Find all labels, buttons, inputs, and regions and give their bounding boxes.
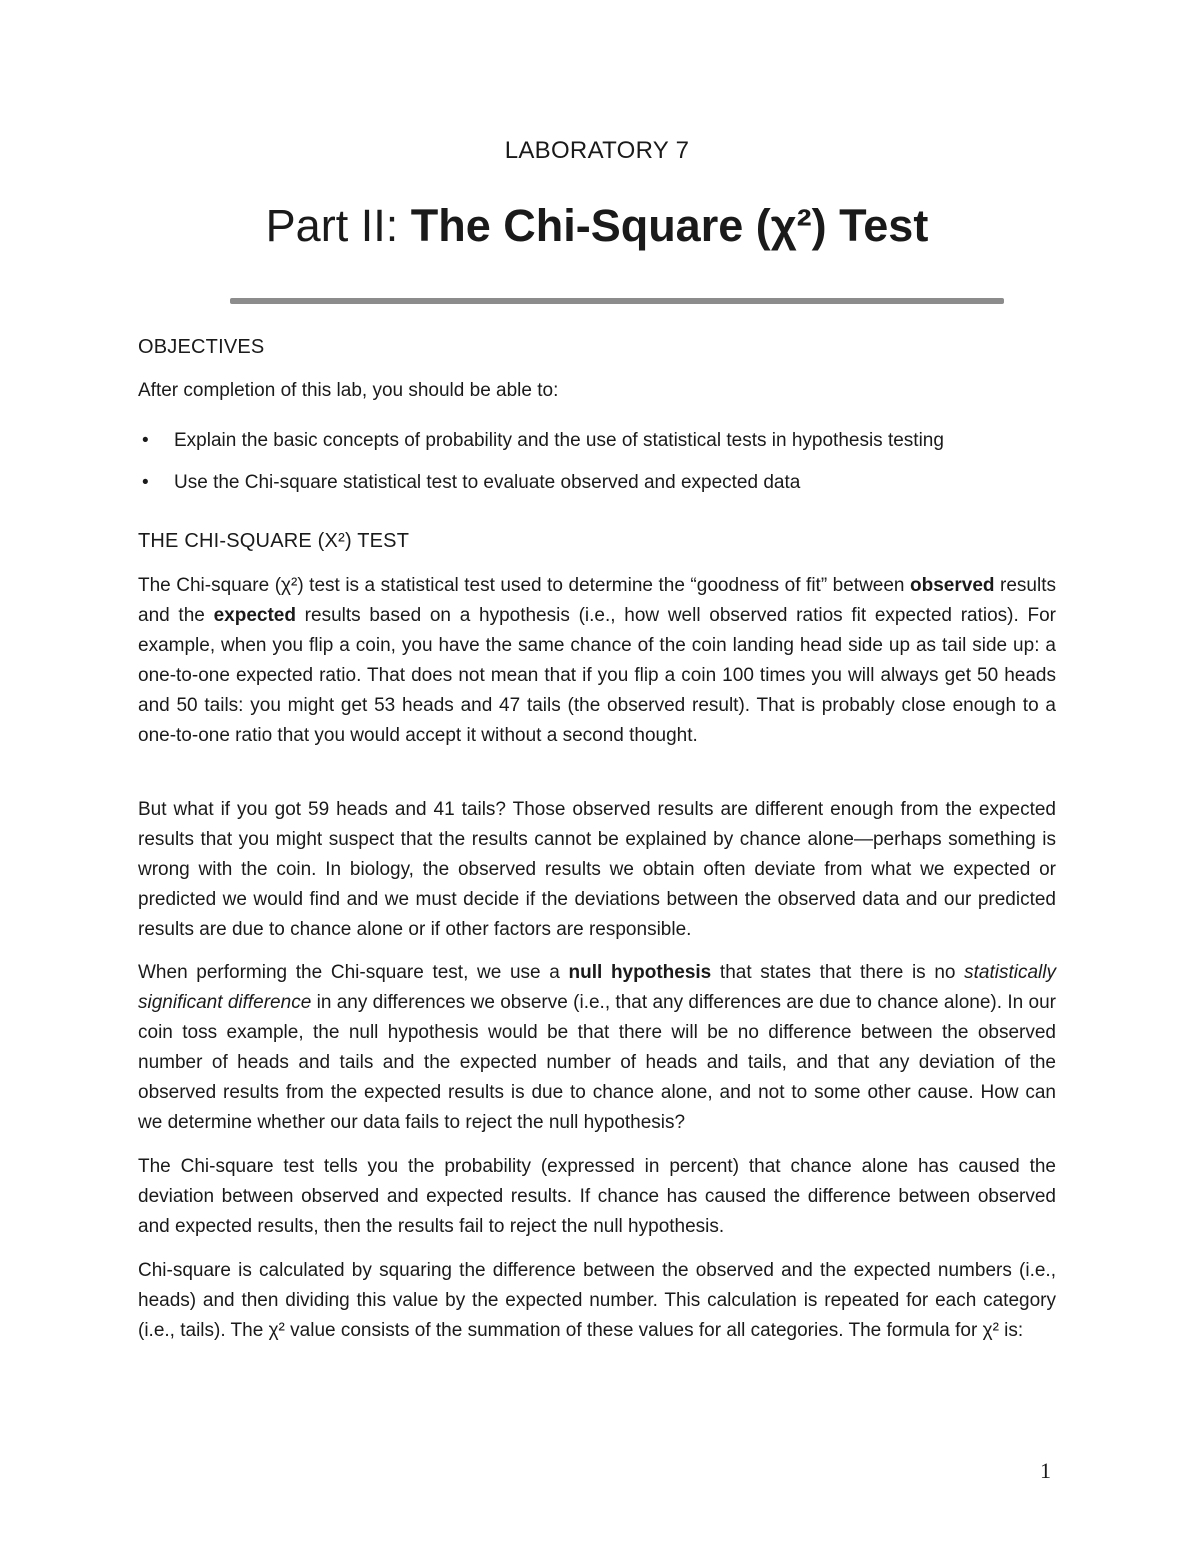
bullet-icon: • — [142, 430, 149, 451]
text-run: in any differences we observe (i.e., that any differences are due to chance alone). In our coin toss example, the null hypothesis would be that there will be no difference between the observed number of heads and tails and the expected number of heads and tails, and that any deviation of the observed results from the expected results is due to chance alone, and not to some other cause. How can we determine whether our data fails to reject the null hypothesis? — [138, 992, 1056, 1134]
paragraph-calculation: Chi-square is calculated by squaring the difference between the observed and the expected numbers (i.e., heads) and then dividing this value by the expected number. This calculation is repeated for each category (i.e., tails). The χ² value consists of the summation of these values for all categories. The formula for χ² is: — [138, 1260, 1056, 1342]
term-expected: expected — [213, 605, 296, 627]
title-main: The Chi-Square (χ²) Test — [410, 200, 929, 251]
list-item-text: Explain the basic concepts of probability and the use of statistical tests in hypothesis testing — [174, 430, 944, 451]
text-run: results and the — [138, 575, 1056, 627]
page-number: 1 — [1040, 1458, 1051, 1483]
paragraph-null-hypothesis — [138, 958, 1056, 1139]
list-item-text: Use the Chi-square statistical test to evaluate observed and expected data — [174, 472, 801, 493]
list-item — [138, 462, 1056, 504]
objectives-heading: OBJECTIVES — [138, 336, 265, 358]
lab-label: LABORATORY 7 — [504, 137, 690, 164]
term-null-hypothesis: null hypothesis — [568, 962, 712, 983]
text-run: The Chi-square (χ²) test is a statistical test used to determine the “goodness of fit” between — [138, 575, 911, 596]
objectives-list — [138, 420, 1056, 504]
text-run: results based on a hypothesis (i.e., how well observed ratios fit expected ratios). For example, when you flip a coin, you have the same chance of the coin landing head side up as tail side up: a one-to-one expected ratio. That does not mean that if you flip a coin 100 times you will always get 50 heads and 50 tails: you might get 53 heads and 47 tails (the observed result). That is probably close enough to a one-to-one ratio that you would accept it without a second thought. — [138, 605, 1057, 747]
page-title — [138, 200, 1056, 252]
text-run: that states that there is no — [711, 962, 965, 983]
bullet-icon: • — [142, 472, 149, 493]
term-observed: observed — [910, 575, 995, 596]
text-run: When performing the Chi-square test, we use a — [138, 962, 569, 983]
paragraph-deviation: But what if you got 59 heads and 41 tails? Those observed results are different enough from the expected results that you might suspect that the results cannot be explained by chance alone—perhaps something is wrong with the coin. In biology, the observed results we obtain often deviate from what we expected or predicted we would find and we must decide if the deviations between the observed data and our predicted results are due to chance alone or if other factors are responsible. — [138, 799, 1056, 941]
paragraph-goodness-of-fit — [138, 571, 1056, 752]
objectives-intro: After completion of this lab, you should be able to: — [138, 380, 559, 401]
list-item — [138, 420, 1056, 462]
chi-square-heading: THE CHI-SQUARE (Χ²) TEST — [138, 530, 410, 552]
term-statistically-significant: statistically significant difference — [138, 962, 1056, 1014]
title-prefix: Part II: — [265, 200, 411, 251]
paragraph-probability: The Chi-square test tells you the probability (expressed in percent) that chance alone has caused the deviation between observed and expected results. If chance has caused the difference between observed and expected results, then the results fail to reject the null hypothesis. — [138, 1156, 1056, 1238]
horizontal-divider — [230, 298, 1004, 304]
